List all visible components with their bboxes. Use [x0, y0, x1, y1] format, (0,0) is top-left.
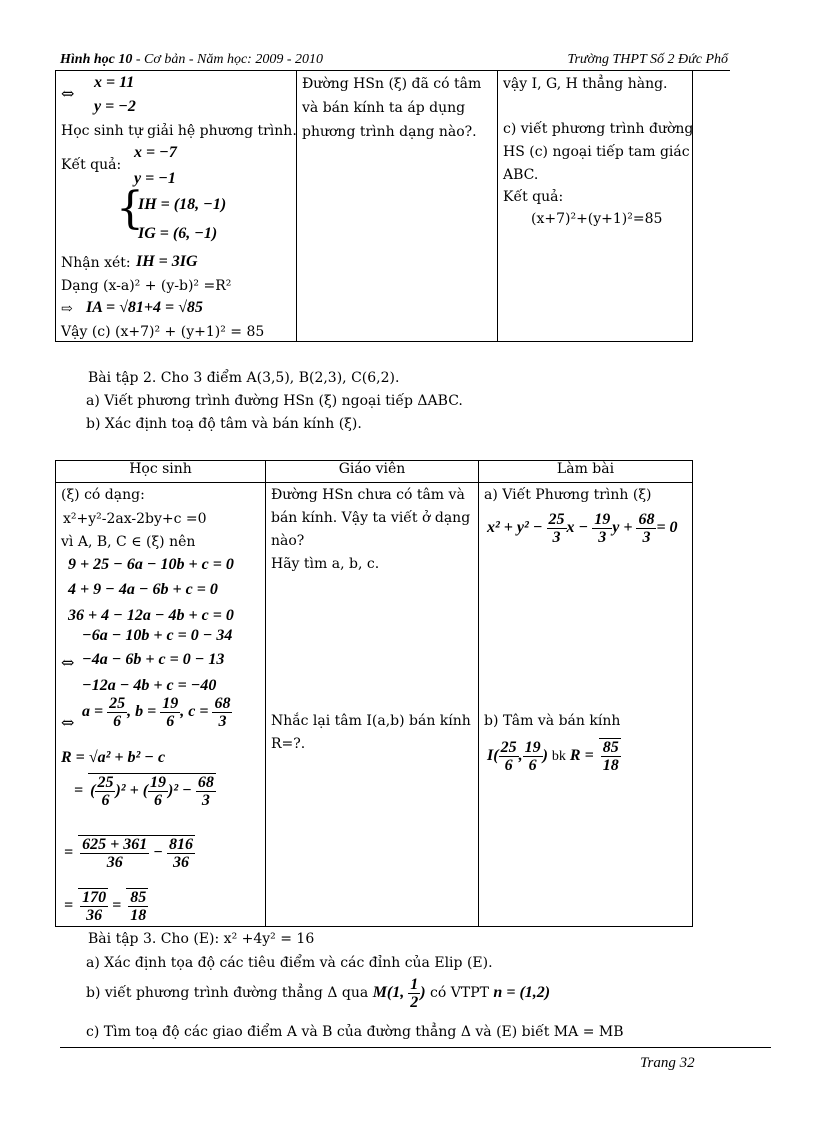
- work-line4: ABC.: [503, 167, 539, 183]
- bk-label: bk: [551, 749, 566, 765]
- f1-num: 25: [548, 511, 565, 528]
- result-label: Kết quả:: [61, 157, 122, 173]
- r1-e: 68: [197, 774, 214, 791]
- equiv-arrow-2: ⇔: [61, 653, 75, 672]
- teacher2-line5: Nhắc lại tâm I(a,b) bán kính: [271, 713, 471, 729]
- eq-start: x² + y² −: [487, 519, 543, 537]
- part-b-mid: có VTPT: [430, 985, 489, 1002]
- b-num: 19: [162, 695, 179, 712]
- a-num: 25: [109, 695, 126, 712]
- r1-c: 19: [150, 774, 167, 791]
- teacher2-line2: bán kính. Vậy ta viết ở dạng: [271, 510, 471, 526]
- c-label: , c =: [180, 703, 209, 721]
- x-equation: x = 11: [94, 74, 135, 91]
- ia-formula: IA = √81+4 = √85: [86, 299, 203, 316]
- system-brace: {: [116, 183, 144, 234]
- eq-point-a: 9 + 25 − 6a − 10b + c = 0: [68, 556, 234, 573]
- eq-sign-1: =: [74, 782, 84, 800]
- table2-teacher-cell: [266, 483, 479, 927]
- exercise2-title: Bài tập 2. Cho 3 điểm A(3,5), B(2,3), C(6,2).: [88, 370, 400, 386]
- teacher-line3: phương trình dạng nào?.: [302, 124, 477, 140]
- sqrt-2: $\frac{625 + 361}{36}$ − $\frac{816}{36}$: [78, 835, 195, 871]
- point-m: M(1, $\frac{1}{2}$ ): [372, 976, 426, 1011]
- exercise3-part-a: a) Xác định tọa độ các tiêu điểm và các đỉnh của Elip (E).: [86, 955, 493, 971]
- exercise3-title: Bài tập 3. Cho (E): x² +4y² = 16: [88, 931, 315, 947]
- r3-c: 85: [130, 889, 147, 906]
- table1-work-cell: [498, 71, 693, 342]
- r1-d: 6: [154, 792, 163, 809]
- radius-definition: R = √a² + b² − c: [61, 749, 166, 766]
- ig-vector: IG = (6, −1): [138, 225, 218, 242]
- center-label: I: [487, 747, 494, 765]
- eq-mid2: y +: [612, 519, 633, 537]
- i-d1: 6: [504, 757, 513, 774]
- radius-step-2: [64, 835, 195, 871]
- sqrt-4: [126, 888, 148, 924]
- x2-equation: x = −7: [134, 144, 177, 161]
- table2-student-cell: [56, 483, 266, 927]
- center-radius: I( $\frac{25}{6}$ , $\frac{19}{6}$ ) bk R = $\frac{85}{18}$: [487, 739, 619, 774]
- i-d2: 6: [528, 757, 537, 774]
- work-line1: vậy I, G, H thẳng hàng.: [503, 76, 668, 92]
- i-n1: 25: [500, 739, 517, 756]
- m-y-num: 1: [410, 976, 419, 993]
- since-abc: vì A, B, C ∈ (ξ) nên: [61, 534, 196, 550]
- f2-den: 3: [598, 529, 607, 546]
- f3-den: 3: [642, 529, 651, 546]
- work-line2: c) viết phương trình đường: [503, 121, 694, 137]
- equiv-arrow-3: ⇔: [61, 713, 75, 732]
- r1-b: 6: [101, 792, 110, 809]
- table1-teacher-cell: [297, 71, 498, 342]
- ih-vector: IH = (18, −1): [138, 196, 227, 213]
- eq-simplified-3: −12a − 4b + c = −40: [82, 677, 217, 694]
- m-y-den: 2: [410, 994, 419, 1011]
- exercise2-part-a: a) Viết phương trình đường HSn (ξ) ngoại tiếp ΔABC.: [86, 393, 463, 409]
- ia-arrow: ⇨: [61, 301, 73, 317]
- y2-equation: y = −1: [134, 170, 176, 187]
- eq-mid: x −: [566, 519, 589, 537]
- r3-a: 170: [82, 889, 107, 906]
- table-exercise2: [55, 460, 693, 927]
- part-b-prefix: b) viết phương trình đường thẳng Δ qua: [86, 985, 369, 1002]
- eq-point-b: 4 + 9 − 4a − 6b + c = 0: [68, 581, 218, 598]
- m-label: M: [372, 984, 387, 1002]
- equiv-arrow: ⇔: [61, 84, 75, 103]
- table1-student-cell: [56, 71, 297, 342]
- circle-form: Dạng (x-a)² + (y-b)² =R²: [61, 278, 232, 294]
- b-fraction: [160, 695, 180, 730]
- r1-a: 25: [97, 774, 114, 791]
- r2-b: 36: [106, 854, 123, 871]
- radius-label: R =: [569, 747, 594, 765]
- teacher-line1: Đường HSn (ξ) đã có tâm: [302, 76, 482, 92]
- radius-sqrt: [599, 738, 621, 774]
- remark-label: Nhận xét:: [61, 255, 131, 271]
- eq-sign-3: =: [64, 897, 74, 915]
- exercise3-part-b: [86, 976, 550, 1011]
- m-x: 1: [392, 984, 401, 1002]
- work2-a-label: a) Viết Phương trình (ξ): [484, 487, 652, 503]
- teacher-line2: và bán kính ta áp dụng: [302, 100, 466, 116]
- work2-b-label: b) Tâm và bán kính: [484, 713, 621, 729]
- c-fraction: [212, 695, 232, 730]
- y-equation: y = −2: [94, 98, 136, 115]
- f1-den: 3: [552, 529, 561, 546]
- circle-equation: [487, 511, 678, 546]
- header-left: [60, 52, 323, 68]
- teacher2-line3: nào?: [271, 533, 305, 549]
- general-equation: x²+y²-2ax-2by+c =0: [63, 511, 207, 527]
- exercise3-part-c: c) Tìm toạ độ các giao điểm A và B của đường thẳng Δ và (E) biết MA = MB: [86, 1024, 624, 1040]
- solution-abc: [82, 695, 232, 730]
- f3-num: 68: [638, 511, 655, 528]
- r3-b: 36: [86, 907, 103, 924]
- work-line5: Kết quả:: [503, 189, 564, 205]
- work-line6: (x+7)²+(y+1)²=85: [531, 211, 663, 227]
- normal-vector: n = (1,2): [493, 984, 551, 1002]
- a-label: a =: [82, 703, 104, 721]
- r-num: 85: [602, 739, 619, 756]
- sqrt-3: [78, 888, 108, 924]
- c-num: 68: [214, 695, 231, 712]
- r1-f: 3: [201, 792, 210, 809]
- teacher2-line1: Đường HSn chưa có tâm và: [271, 487, 465, 503]
- a-fraction: [107, 695, 127, 730]
- solve-text: Học sinh tự giải hệ phương trình.: [61, 123, 297, 139]
- eq-end: = 0: [656, 519, 678, 537]
- c-den: 3: [218, 713, 227, 730]
- remark-formula: IH = 3IG: [136, 253, 198, 270]
- teacher2-line4: Hãy tìm a, b, c.: [271, 556, 380, 572]
- header-subject: Hình học 10: [60, 52, 133, 67]
- teacher2-line6: R=?.: [271, 736, 306, 752]
- sqrt-1: ( $\frac{25}{6}$ )² + ( $\frac{19}{6}$ )² − $\frac{68}{3}$: [90, 774, 214, 809]
- radius-step-3: = $\frac{170}{36}$ = $\frac{85}{18}$: [64, 889, 147, 924]
- a-den: 6: [113, 713, 122, 730]
- work-line3: HS (c) ngoại tiếp tam giác: [503, 144, 690, 160]
- r-den: 18: [602, 757, 619, 774]
- table-continued: [55, 70, 693, 342]
- table2-work-cell: [479, 483, 693, 927]
- circle-form-label: (ξ) có dạng:: [61, 487, 145, 503]
- r3-d: 18: [130, 907, 147, 924]
- b-label: , b =: [127, 703, 157, 721]
- r2-a: 625 + 361: [82, 836, 148, 853]
- footer-rule: [60, 1047, 771, 1048]
- conclusion-text: Vậy (c) (x+7)² + (y+1)² = 85: [61, 324, 265, 340]
- r2-c: 816: [168, 836, 193, 853]
- header-school: Trường THPT Số 2 Đức Phổ: [567, 52, 728, 67]
- f2-num: 19: [594, 511, 611, 528]
- page-number: Trang 32: [640, 1055, 695, 1071]
- eq-simplified-1: −6a − 10b + c = 0 − 34: [82, 627, 233, 644]
- r2-d: 36: [172, 854, 189, 871]
- b-den: 6: [166, 713, 175, 730]
- exercise2-part-b: b) Xác định toạ độ tâm và bán kính (ξ).: [86, 416, 362, 432]
- radius-step-1: [74, 773, 216, 809]
- header-teacher: Giáo viên: [266, 461, 479, 483]
- header-work: Làm bài: [479, 461, 693, 483]
- eq-sign-2: =: [64, 844, 74, 862]
- eq-point-c: 36 + 4 − 12a − 4b + c = 0: [68, 607, 234, 624]
- i-n2: 19: [524, 739, 541, 756]
- header-course: - Cơ bản - Năm học: 2009 - 2010: [132, 52, 323, 67]
- header-student: Học sinh: [56, 461, 266, 483]
- eq-simplified-2: −4a − 6b + c = 0 − 13: [82, 651, 225, 668]
